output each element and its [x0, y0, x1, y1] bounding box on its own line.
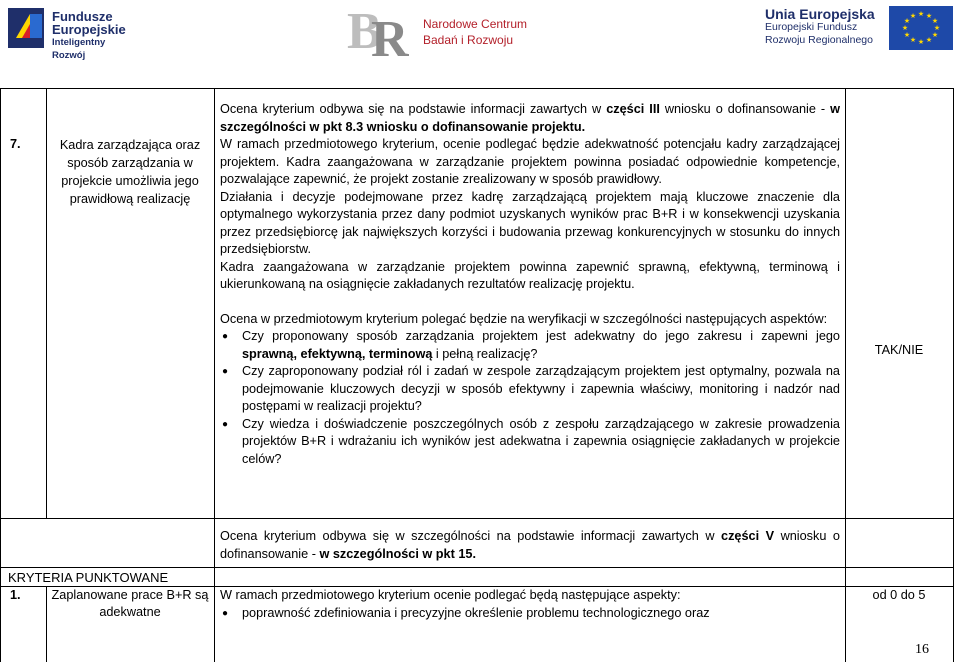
svg-text:★: ★ — [925, 12, 933, 20]
eu-flag-icon — [889, 6, 953, 50]
table-top-border — [0, 88, 953, 89]
svg-text:★: ★ — [931, 17, 939, 25]
svg-text:★: ★ — [909, 36, 917, 44]
svg-text:B: B — [347, 3, 382, 60]
svg-text:★: ★ — [909, 12, 917, 20]
desc-paragraph: Ocena kryterium odbywa się w szczególności na podstawie informacji zawartych w części V wniosku o dofinansowanie - w szczególności w pkt 15. — [220, 529, 840, 561]
table-row-border — [0, 518, 953, 519]
table-right-border — [953, 88, 954, 662]
ncbr-logo — [345, 2, 535, 62]
list-item: ● Czy zaproponowany podział ról i zadań w zespole zarządzającym projektem jest optymalny, pozwala na podejmowanie kluczowych decyzji w sposób efektywny i zapewnia właściwy, monitoring i nadzór nad postępami w realizacji projektu? — [220, 363, 840, 416]
criterion-name: Zaplanowane prace B+R są adekwatne — [51, 588, 209, 619]
row-number: 7. — [10, 137, 21, 151]
br-mark-icon — [345, 2, 415, 60]
aspect-list — [220, 328, 840, 468]
table-col-border — [46, 586, 47, 662]
svg-text:★: ★ — [903, 31, 911, 39]
aspect-list — [220, 605, 840, 623]
ue-logo-line1: Unia Europejska — [765, 6, 875, 22]
section-title: KRYTERIA PUNKTOWANE — [8, 570, 169, 585]
desc-paragraph: W ramach przedmiotowego kryterium, ocenie podlegać będzie adekwatność potencjału kadry zarządzającej projektem. Kadra zaangażowana w zarządzanie projektem powinna posiadać odpowiednie kompetencje, pozwalające zapewnić, że projekt zostanie zrealizowany w sposób prawidłowy. — [220, 137, 840, 186]
desc-paragraph: Ocena kryterium odbywa się na podstawie informacji zawartych w części III wniosku o dofinansowanie - w szczególności w pkt 8.3 wniosku o dofinansowanie projektu. — [220, 102, 841, 134]
desc-paragraph: Działania i decyzje podejmowane przez kadrę zarządzającą projektem mają kluczowe znaczenie dla optymalnego wykorzystania przez dany podmiot uzyskanych wyników prac B+R i w konsekwencji uzyskania przez przedsiębiorcę jak największych korzyści i budowania przewag konkurencyjnych w stosunku do innych przedsiębiorstw. — [220, 189, 840, 256]
svg-text:R: R — [371, 11, 409, 60]
table-col-border — [845, 88, 846, 662]
result-value: TAK/NIE — [874, 343, 924, 357]
fe-logo-line3: Inteligentny Rozwój — [52, 37, 106, 61]
desc-paragraph: Ocena w przedmiotowym kryterium polegać będzie na weryfikacji w szczególności następujących aspektów: — [220, 311, 828, 326]
svg-text:★: ★ — [903, 17, 911, 25]
svg-text:★: ★ — [933, 24, 941, 32]
list-item: ● poprawność zdefiniowania i precyzyjne określenie problemu technologicznego oraz — [220, 605, 840, 623]
svg-text:★: ★ — [931, 31, 939, 39]
unia-europejska-logo — [765, 6, 955, 54]
desc-paragraph: Kadra zaangażowana w zarządzanie projektem powinna zapewnić sprawną, efektywną, terminową i ukierunkowaną na osiągnięcie zakładanych rezultatów realizację projektu. — [220, 259, 840, 291]
criterion-description — [220, 101, 840, 468]
fe-logo-line1: Fundusze — [52, 9, 113, 24]
ue-logo-line3: Rozwoju Regionalnego — [765, 34, 873, 46]
fe-logo-line2: Europejskie — [52, 22, 126, 37]
svg-text:★: ★ — [901, 24, 909, 32]
svg-text:★: ★ — [917, 10, 925, 18]
table-left-border — [0, 88, 1, 662]
list-item: ● Czy wiedza i doświadczenie poszczególnych osób z zespołu zarządzającego w zakresie prowadzenia projektów B+R i wdrażaniu ich wyników jest adekwatna i zapewnia osiągnięcie zakładanych w projekcie celów? — [220, 416, 840, 469]
criterion-name: Kadra zarządzająca oraz sposób zarządzania w projekcie umożliwia jego prawidłową realizację — [59, 138, 201, 206]
ue-logo-line2: Europejski Fundusz — [765, 21, 858, 33]
list-item: ● Czy proponowany sposób zarządzania projektem jest adekwatny do jego zakresu i zapewni jego sprawną, efektywną, terminową i pełną realizację? — [220, 328, 840, 363]
ncbr-logo-line2: Badań i Rozwoju — [423, 33, 514, 47]
table-col-border — [46, 88, 47, 518]
page-number: 16 — [915, 642, 929, 657]
ncbr-logo-line1: Narodowe Centrum — [423, 17, 528, 31]
svg-text:★: ★ — [925, 36, 933, 44]
fe-star-icon — [8, 8, 44, 48]
table-row-border — [0, 567, 953, 568]
fundusze-europejskie-logo — [8, 6, 138, 61]
result-value: od 0 do 5 — [872, 588, 926, 602]
table-col-border — [214, 88, 215, 662]
svg-text:★: ★ — [917, 38, 925, 46]
desc-paragraph: W ramach przedmiotowego kryterium ocenie podlegać będą następujące aspekty: — [220, 588, 681, 602]
row-number: 1. — [10, 588, 21, 602]
